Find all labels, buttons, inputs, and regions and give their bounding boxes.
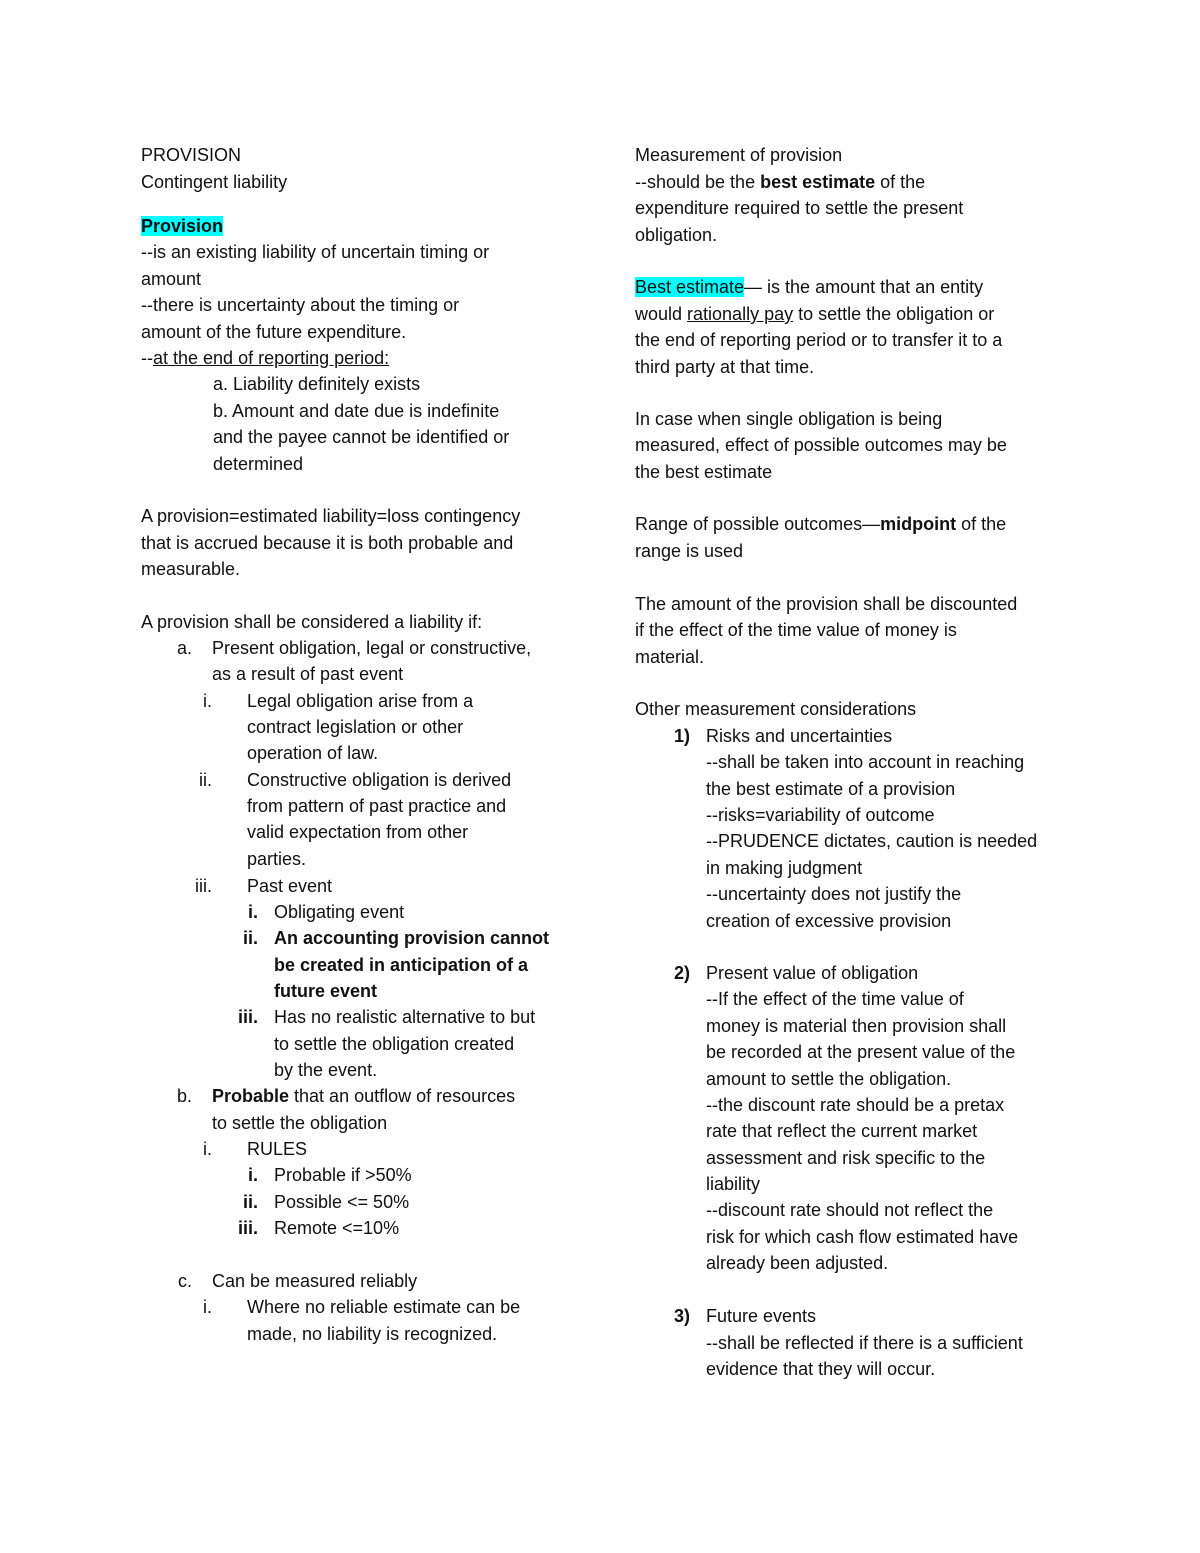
range-line: Range of possible outcomes—midpoint of the (635, 514, 1007, 534)
list-item: as a result of past event (212, 664, 404, 684)
list-marker: i. (203, 1297, 212, 1317)
list-item: rate that reflect the current market (706, 1121, 978, 1141)
end-of-period-item: and the payee cannot be identified or (213, 427, 510, 447)
list-item: assessment and risk specific to the (706, 1148, 986, 1168)
discount-line: if the effect of the time value of money is (635, 620, 957, 640)
end-of-period-item: b. Amount and date due is indefinite (213, 401, 500, 421)
list-item: Past event (247, 876, 333, 896)
definition-line: --is an existing liability of uncertain timing or (141, 242, 490, 262)
list-item: Obligating event (274, 902, 405, 922)
list-marker: ii. (199, 770, 212, 790)
list-item: --the discount rate should be a pretax (706, 1095, 1005, 1115)
list-item: amount to settle the obligation. (706, 1069, 952, 1089)
best-estimate-line: the end of reporting period or to transfer it to a (635, 330, 1003, 350)
list-item: in making judgment (706, 858, 863, 878)
single-obligation-line: measured, effect of possible outcomes may be (635, 435, 1007, 455)
list-item: operation of law. (247, 743, 379, 763)
best-estimate-line: third party at that time. (635, 357, 815, 377)
list-item: liability (706, 1174, 761, 1194)
list-marker: 1) (673, 726, 690, 746)
list-marker: iii. (237, 1218, 258, 1238)
list-item: future event (274, 981, 378, 1001)
measurement-line: expenditure required to settle the present (635, 198, 964, 218)
single-obligation-line: In case when single obligation is being (635, 409, 943, 429)
list-marker: 2) (673, 963, 690, 983)
list-item: Legal obligation arise from a (247, 691, 474, 711)
list-marker: b. (176, 1086, 192, 1106)
list-marker: i. (247, 1165, 258, 1185)
list-item: Where no reliable estimate can be (247, 1297, 521, 1317)
doc-subtitle: Contingent liability (141, 172, 288, 192)
list-item: Has no realistic alternative to but (274, 1007, 536, 1027)
provision-heading: Provision (141, 216, 224, 236)
doc-title: PROVISION (141, 145, 242, 165)
definition-line: --there is uncertainty about the timing or (141, 295, 460, 315)
list-marker: ii. (242, 1192, 258, 1212)
list-item: the best estimate of a provision (706, 779, 956, 799)
list-item: to settle the obligation created (274, 1034, 515, 1054)
equation-line: measurable. (141, 559, 241, 579)
list-item: Constructive obligation is derived (247, 770, 512, 790)
list-marker: 3) (673, 1306, 690, 1326)
discount-line: The amount of the provision shall be discounted (635, 594, 1018, 614)
list-item: from pattern of past practice and (247, 796, 507, 816)
end-of-period-item: a. Liability definitely exists (213, 374, 421, 394)
rule-item: Probable if >50% (274, 1165, 412, 1185)
list-item: creation of excessive provision (706, 911, 952, 931)
measurement-heading: Measurement of provision (635, 145, 843, 165)
conditions-intro: A provision shall be considered a liability if: (141, 612, 483, 632)
rule-item: Remote <=10% (274, 1218, 400, 1238)
list-marker: i. (203, 1139, 212, 1159)
range-line: range is used (635, 541, 744, 561)
list-marker: i. (247, 902, 258, 922)
list-item: --risks=variability of outcome (706, 805, 935, 825)
list-item: --uncertainty does not justify the (706, 884, 962, 904)
list-item: Present value of obligation (706, 963, 919, 983)
list-item: Can be measured reliably (212, 1271, 418, 1291)
list-item: to settle the obligation (212, 1113, 388, 1133)
list-item: by the event. (274, 1060, 378, 1080)
equation-line: A provision=estimated liability=loss contingency (141, 506, 521, 526)
list-item: Risks and uncertainties (706, 726, 893, 746)
list-marker: i. (203, 691, 212, 711)
definition-line: amount (141, 269, 202, 289)
list-marker: a. (176, 638, 192, 658)
discount-line: material. (635, 647, 705, 667)
end-of-period-label: --at the end of reporting period: (141, 348, 390, 368)
best-estimate-line: would rationally pay to settle the obligation or (635, 304, 995, 324)
list-item: --shall be reflected if there is a sufficient (706, 1333, 1023, 1353)
list-item: Probable that an outflow of resources (212, 1086, 516, 1106)
rule-item: Possible <= 50% (274, 1192, 410, 1212)
list-item: made, no liability is recognized. (247, 1324, 498, 1344)
best-estimate-line: Best estimate— is the amount that an entity (635, 277, 984, 297)
definition-line: amount of the future expenditure. (141, 322, 407, 342)
list-item: Present obligation, legal or constructive, (212, 638, 532, 658)
equation-line: that is accrued because it is both probable and (141, 533, 514, 553)
list-marker: iii. (237, 1007, 258, 1027)
list-item: already been adjusted. (706, 1253, 889, 1273)
list-item: be created in anticipation of a (274, 955, 529, 975)
single-obligation-line: the best estimate (635, 462, 773, 482)
list-item: be recorded at the present value of the (706, 1042, 1016, 1062)
list-item: parties. (247, 849, 307, 869)
list-item: money is material then provision shall (706, 1016, 1007, 1036)
list-item: --If the effect of the time value of (706, 989, 964, 1009)
list-item: --shall be taken into account in reaching (706, 752, 1025, 772)
measurement-line: --should be the best estimate of the (635, 172, 926, 192)
measurement-line: obligation. (635, 225, 718, 245)
list-item: RULES (247, 1139, 308, 1159)
list-marker: iii. (195, 876, 212, 896)
list-item: --PRUDENCE dictates, caution is needed (706, 831, 1038, 851)
list-item: contract legislation or other (247, 717, 464, 737)
other-considerations-heading: Other measurement considerations (635, 699, 917, 719)
list-item: evidence that they will occur. (706, 1359, 936, 1379)
list-item: Future events (706, 1306, 817, 1326)
list-item: An accounting provision cannot (274, 928, 550, 948)
list-marker: c. (177, 1271, 192, 1291)
list-item: --discount rate should not reflect the (706, 1200, 994, 1220)
end-of-period-item: determined (213, 454, 304, 474)
list-item: risk for which cash flow estimated have (706, 1227, 1019, 1247)
list-item: valid expectation from other (247, 822, 469, 842)
list-marker: ii. (242, 928, 258, 948)
